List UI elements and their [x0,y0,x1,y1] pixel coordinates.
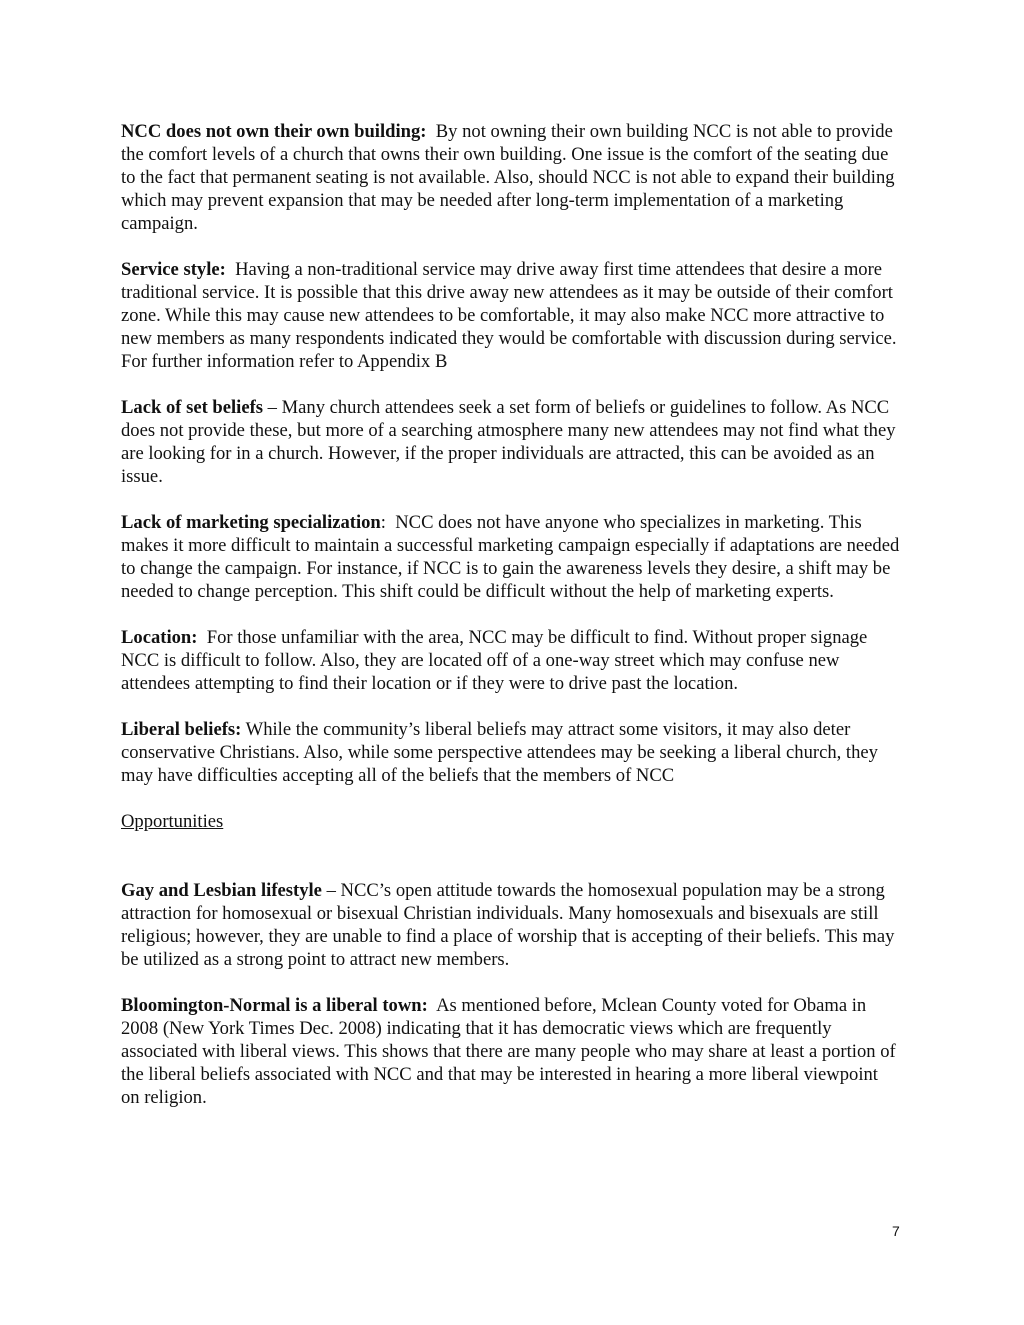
paragraph-service-style [121,258,901,373]
paragraph-body: NCC’s open attitude towards the homosexual population may be a strong attraction for homosexual or bisexual Christian individuals. Many homosexuals and bisexuals are still religious; however, they are unable to find a place of worship that is accepting of their beliefs. This may be utilized as a strong point to attract new members. [121,880,895,970]
paragraph-building [121,120,901,235]
paragraph-separator [426,121,435,142]
paragraph-marketing-specialization [121,511,901,603]
paragraph-separator: – [263,397,282,418]
paragraph-separator [428,995,436,1016]
paragraph-title: Lack of marketing specialization [121,512,381,533]
paragraph-title: Location: [121,627,198,648]
paragraph-title: Liberal beliefs: [121,719,242,740]
section-heading-text: Opportunities [121,811,224,832]
page-number: 7 [892,1223,900,1239]
paragraph-gay-lesbian-lifestyle [121,879,901,971]
document-page [121,120,901,1132]
paragraph-body: While the community’s liberal beliefs may attract some visitors, it may also deter conservative Christians. Also, while some perspective attendees may be seeking a liberal church, they may have difficulties accepting all of the beliefs that the members of NCC [121,719,878,786]
opportunities-heading [121,810,901,833]
paragraph-title: Bloomington-Normal is a liberal town: [121,995,428,1016]
paragraph-title: NCC does not own their own building: [121,121,427,142]
paragraph-title: Gay and Lesbian lifestyle [121,880,322,901]
paragraph-liberal-town [121,994,901,1109]
paragraph-body: As mentioned before, Mclean County voted for Obama in 2008 (New York Times Dec. 2008) indicating that it has democratic views which are frequently associated with liberal views. This shows that there are many people who may share at least a portion of the liberal beliefs associated with NCC and that may be interested in hearing a more liberal viewpoint on religion. [121,995,896,1108]
paragraph-title: Service style: [121,259,226,280]
paragraph-body: For those unfamiliar with the area, NCC may be difficult to find. Without proper signage NCC is difficult to follow. Also, they are located off of a one-way street which may confuse new attendees attempting to find their location or if they were to drive past the location. [121,627,868,694]
paragraph-separator: – [321,880,341,901]
paragraph-body: Many church attendees seek a set form of beliefs or guidelines to follow. As NCC does not provide these, but more of a searching atmosphere many new attendees may not find what they are looking for in a church. However, if the proper individuals are attracted, this can be avoided as an issue. [121,397,896,487]
paragraph-liberal-beliefs [121,718,901,787]
paragraph-body: NCC does not have anyone who specializes in marketing. This makes it more difficult to maintain a successful marketing campaign especially if adaptations are needed to change the campaign. For instance, if NCC is to gain the awareness levels they desire, a shift may be needed to change perception. This shift could be difficult without the help of marketing experts. [121,512,900,602]
paragraph-separator: : [380,512,396,533]
paragraph-body: By not owning their own building NCC is not able to provide the comfort levels of a church that owns their own building. One issue is the comfort of the seating due to the fact that permanent seating is not available. Also, should NCC is not able to expand their building which may prevent expansion that may be needed after long-term implementation of a marketing campaign. [121,121,895,234]
paragraph-location [121,626,901,695]
paragraph-set-beliefs [121,396,901,488]
paragraph-separator [226,259,235,280]
paragraph-body: Having a non-traditional service may drive away first time attendees that desire a more traditional service. It is possible that this drive away new attendees as it may be outside of their comfort zone. While this may cause new attendees to be comfortable, it may also make NCC more attractive to new members as many respondents indicated they would be comfortable with discussion during service. For further information refer to Appendix B [121,259,897,372]
paragraph-title: Lack of set beliefs [121,397,264,418]
paragraph-separator [197,627,206,648]
